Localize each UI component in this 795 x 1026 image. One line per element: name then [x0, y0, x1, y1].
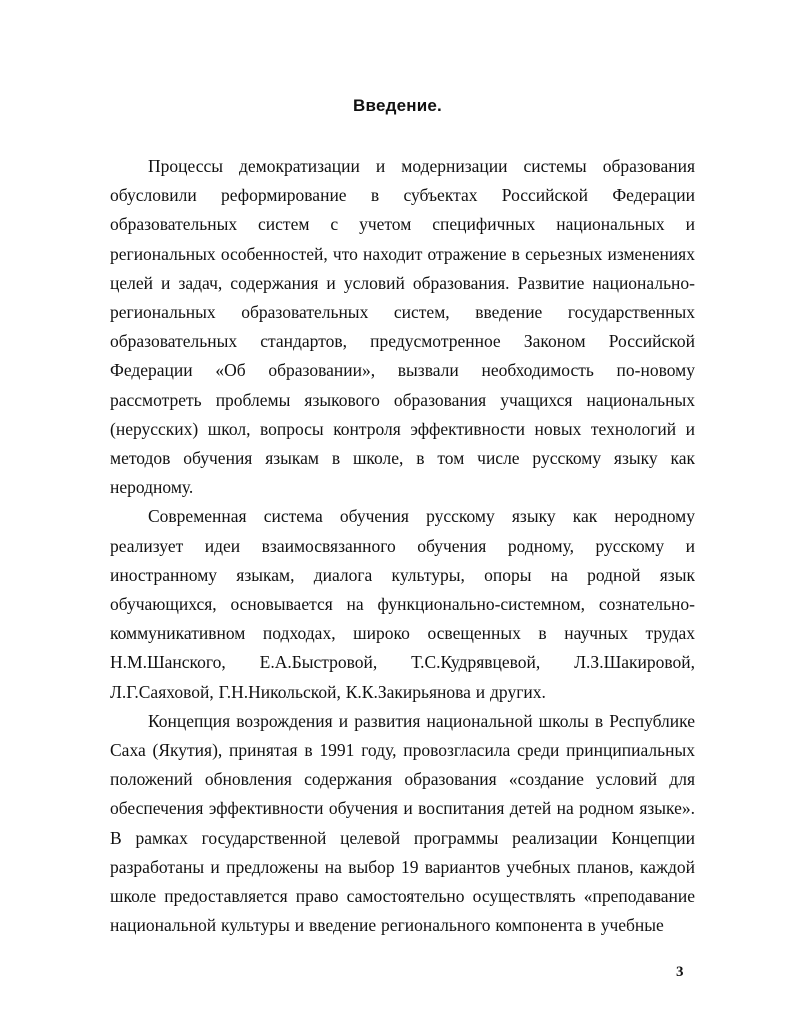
section-heading: Введение.: [353, 96, 442, 115]
paragraph-2: Современная система обучения русскому языку как неродному реализует идеи взаимосвязанного обучения родному, русскому и иностранному языкам, диалога культуры, опоры на родной язык обучающихся, основывается на функционально-системном, сознательно-коммуникативном подходах, широко освещенных в научных трудах Н.М.Шанского, Е.А.Быстровой, Т.С.Кудрявцевой, Л.З.Шакировой, Л.Г.Саяховой, Г.Н.Никольской, К.К.Закирьянова и других.: [110, 506, 695, 702]
paragraph-3: Концепция возрождения и развития национальной школы в Республике Саха (Якутия), принятая в 1991 году, провозгласила среди принципиальных положений обновления содержания образования «создание условий для обеспечения эффективности обучения и воспитания детей на родном языке». В рамках государственной целевой программы реализации Концепции разработаны и предложены на выбор 19 вариантов учебных планов, каждой школе предоставляется право самостоятельно осуществлять «преподавание национальной культуры и введение регионального компонента в учебные: [110, 710, 695, 936]
page-number: 3: [676, 964, 684, 980]
paragraph-1: Процессы демократизации и модернизации системы образования обусловили реформирование в субъектах Российской Федерации образовательных систем с учетом специфичных национальных и региональных особенностей, что находит отражение в серьезных изменениях целей и задач, содержания и условий образования. Развитие национально-региональных образовательных систем, введение государственных образовательных стандартов, предусмотренное Законом Российской Федерации «Об образовании», вызвали необходимость по-новому рассмотреть проблемы языкового образования учащихся национальных (нерусских) школ, вопросы контроля эффективности новых технологий и методов обучения языкам в школе, в том числе русскому языку как неродному.: [110, 156, 695, 498]
body-text: [110, 152, 695, 940]
